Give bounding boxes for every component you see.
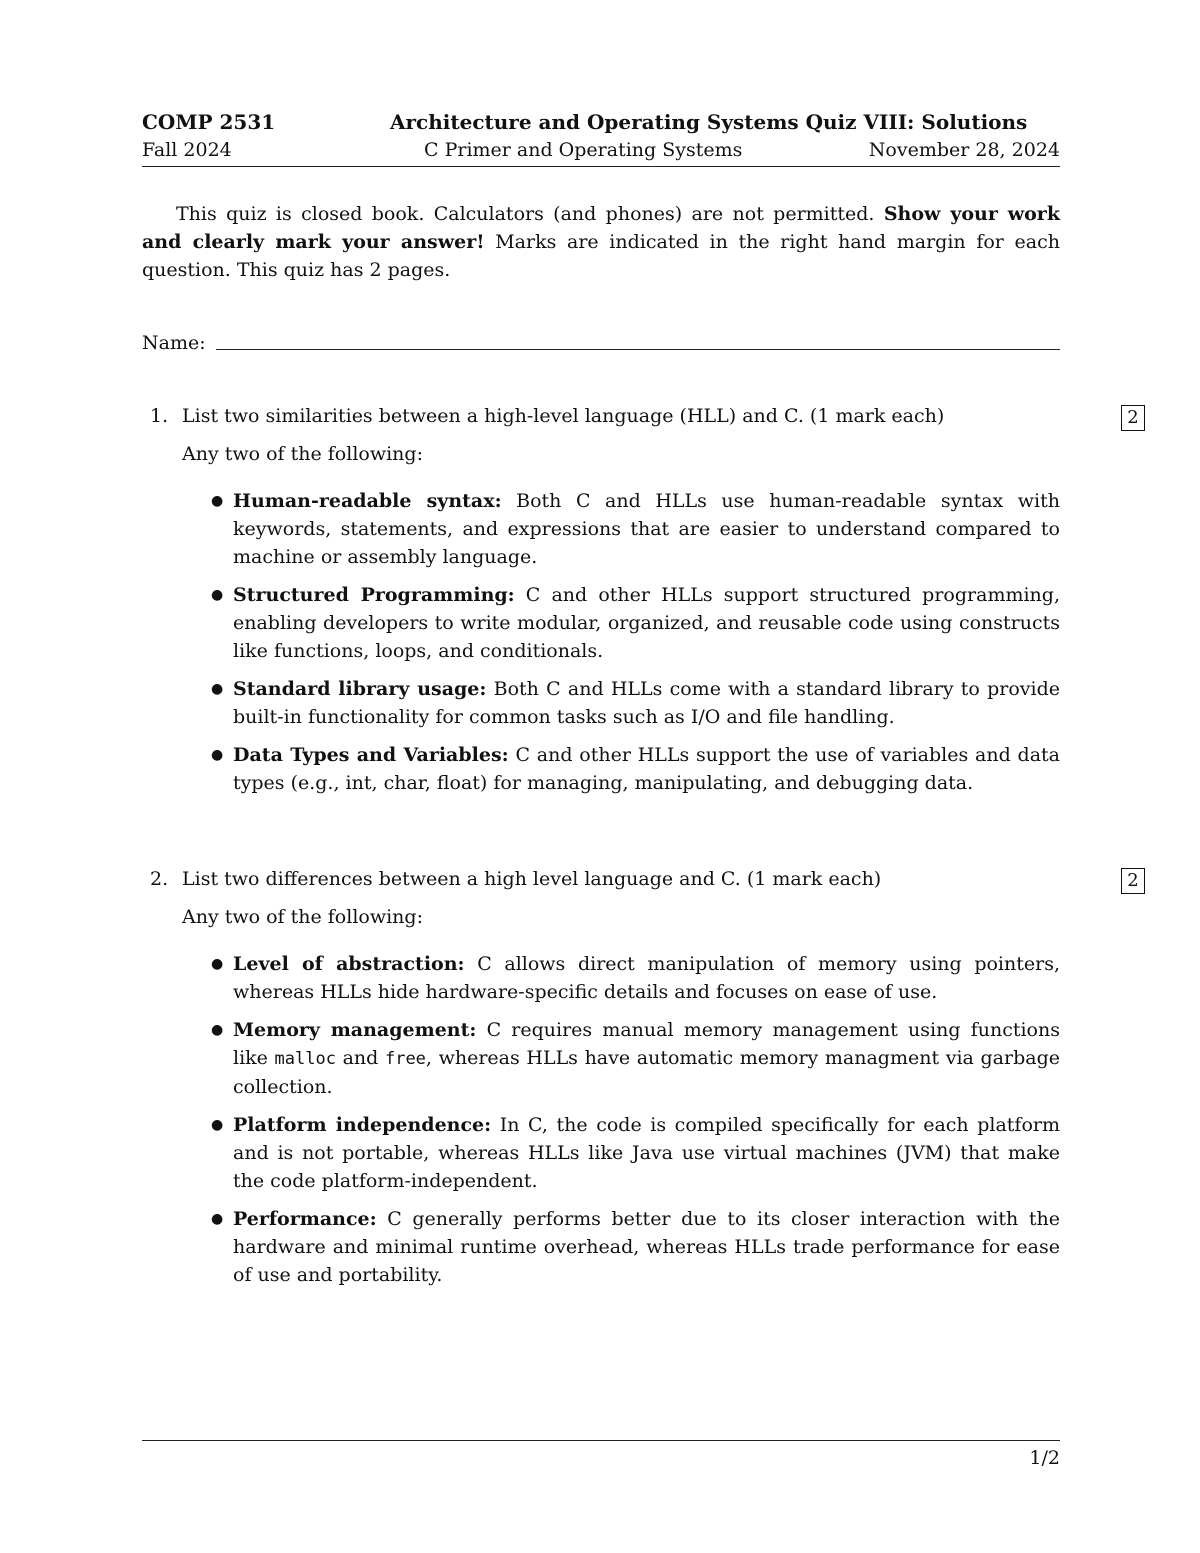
subtitle: C Primer and Operating Systems (424, 139, 743, 161)
code-malloc: malloc (274, 1049, 336, 1069)
quiz-date: November 28, 2024 (868, 139, 1060, 161)
quiz-title: Quiz VIII: Solutions (805, 110, 1028, 134)
bullet-icon: ● (211, 493, 224, 509)
q2-number: 2. (150, 868, 169, 890)
list-item: ● Platform independence: In C, the code is compiled specifically for each platform and is not portable, whereas HLLs like Java use virtual machines (JVM) that make the code platform-independent. (233, 1111, 1060, 1195)
header-row-1 (142, 110, 1060, 136)
q1-answer-intro: Any two of the following: (182, 443, 423, 465)
question-2 (142, 868, 1060, 1299)
page-number: 1/2 (1029, 1447, 1060, 1469)
bullet-icon: ● (211, 956, 224, 972)
bullet-icon: ● (211, 681, 224, 697)
header-rule (142, 166, 1060, 167)
bullet-icon: ● (211, 587, 224, 603)
code-free: free (384, 1049, 426, 1069)
instructions-emphasis: Show your work and clearly mark your answer! (142, 203, 1060, 253)
name-field (142, 332, 1060, 356)
list-item: ● Structured Programming: C and other HLLs support structured programming, enabling developers to write modular, organized, and reusable code using constructs like functions, loops, and conditionals. (233, 581, 1060, 665)
list-item: ● Memory management: C requires manual memory management using functions like malloc and free, whereas HLLs have automatic memory managment via garbage collection. (233, 1016, 1060, 1101)
bullet-icon: ● (211, 1022, 224, 1038)
footer-rule (142, 1440, 1060, 1441)
list-item: ● Level of abstraction: C allows direct manipulation of memory using pointers, whereas HLLs hide hardware-specific details and focuses on ease of use. (233, 950, 1060, 1006)
list-item: ● Data Types and Variables: C and other HLLs support the use of variables and data types (e.g., int, char, float) for managing, manipulating, and debugging data. (233, 741, 1060, 797)
term: Fall 2024 (142, 139, 232, 161)
q2-answer-list (142, 950, 1060, 1289)
course-code: COMP 2531 (142, 110, 276, 134)
list-item: ● Standard library usage: Both C and HLLs come with a standard library to provide built-in functionality for common tasks such as I/O and file handling. (233, 675, 1060, 731)
q2-answer-intro: Any two of the following: (182, 906, 423, 928)
q1-marks-box: 2 (1121, 405, 1145, 431)
bullet-icon: ● (211, 1117, 224, 1133)
course-title: Architecture and Operating Systems Quiz VIII: Solutions (390, 110, 1028, 134)
header-row-2 (142, 139, 1060, 165)
question-1 (142, 405, 1060, 807)
name-label: Name: (142, 332, 206, 354)
q2-text: List two differences between a high level language and C. (1 mark each) (182, 868, 882, 890)
q1-text: List two similarities between a high-level language (HLL) and C. (1 mark each) (182, 405, 945, 427)
q1-answer-list (142, 487, 1060, 797)
list-item: ● Performance: C generally performs better due to its closer interaction with the hardware and minimal runtime overhead, whereas HLLs trade performance for ease of use and portability. (233, 1205, 1060, 1289)
q2-marks-box: 2 (1121, 868, 1145, 894)
name-line (216, 349, 1060, 350)
bullet-icon: ● (211, 747, 224, 763)
list-item: ● Human-readable syntax: Both C and HLLs use human-readable syntax with keywords, statements, and expressions that are easier to understand compared to machine or assembly language. (233, 487, 1060, 571)
q1-number: 1. (150, 405, 169, 427)
instructions: This quiz is closed book. Calculators (and phones) are not permitted. Show your work and clearly mark your answer! Marks are indicated in the right hand margin for each question. This quiz has 2 pages. (142, 203, 1060, 281)
bullet-icon: ● (211, 1211, 224, 1227)
